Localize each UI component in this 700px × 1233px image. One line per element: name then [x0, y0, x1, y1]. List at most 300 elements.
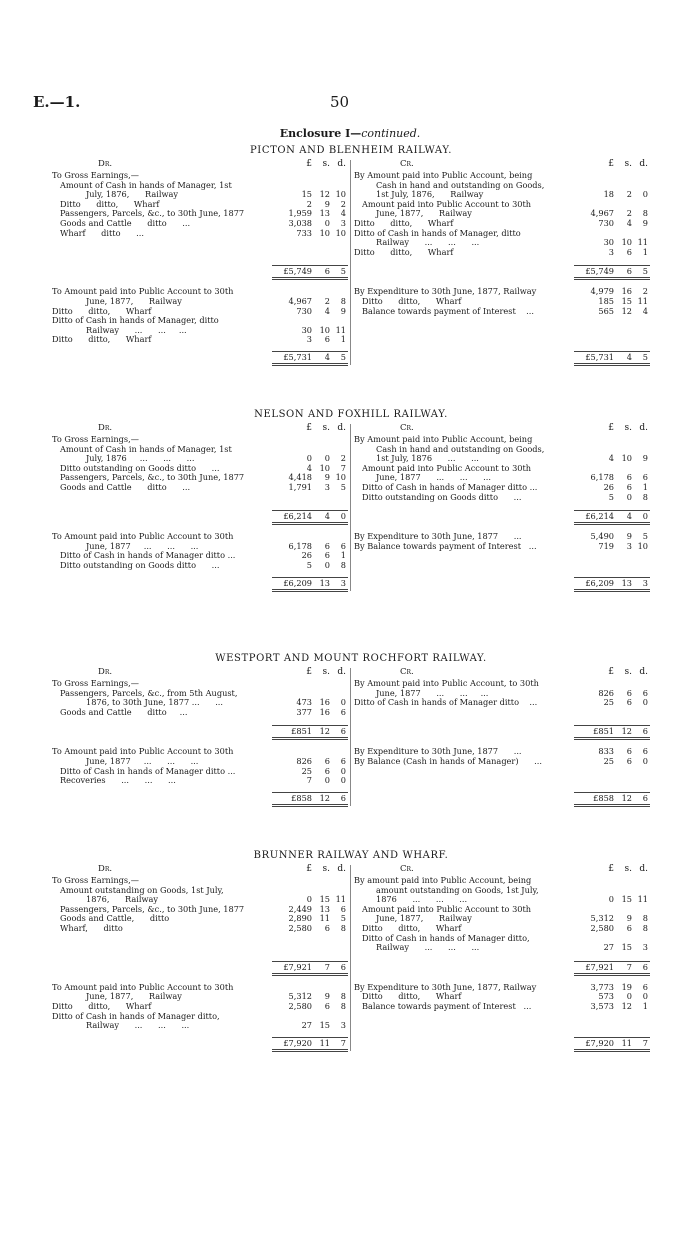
credit-column-header — [354, 865, 650, 876]
debit-entry-amount-s: 6 — [324, 765, 330, 776]
credit-entry-amount-s: 15 — [621, 295, 632, 306]
debit-entry-amount-d: 8 — [340, 295, 346, 306]
debit-entry-label: June, 1877, Railway — [86, 296, 182, 306]
debit-entry-row — [52, 551, 348, 561]
debit-entry-label: Goods and Cattle ditto ... — [60, 707, 188, 717]
credit-entry-amount-p: 0 — [608, 894, 614, 905]
debit-label: Dr. — [98, 159, 113, 169]
debit-entry-amount-s: 16 — [319, 697, 330, 708]
debit-column-header — [52, 160, 348, 171]
credit-top-total — [574, 510, 650, 525]
credit-bottom-total-amount-d: 5 — [642, 352, 648, 362]
credit-entry-label: June, 1877, Railway — [376, 914, 472, 924]
debit-top-total — [272, 510, 348, 525]
debit-entry-amount-s: 2 — [324, 295, 330, 306]
debit-entry-label: Passengers, Parcels, &c., to 30th June, 1877 — [60, 209, 245, 219]
credit-entry-amount-p: 833 — [598, 746, 614, 757]
credit-top-total — [574, 265, 650, 280]
debit-entry-row — [52, 445, 348, 455]
credit-entry-label: Ditto ditto, Wharf — [354, 247, 454, 257]
credit-entry-amount-s: 12 — [621, 305, 632, 316]
debit-entry-label: June, 1877, Railway — [86, 992, 182, 1002]
credit-column-header — [354, 668, 650, 679]
debit-entry-label: Goods and Cattle ditto ... — [60, 218, 191, 228]
credit-entry-label: 1st July, 1876, Railway — [376, 190, 484, 200]
debit-entry-amount-d: 6 — [340, 706, 346, 717]
credit-entry-amount-p: 4,979 — [590, 286, 614, 297]
debit-bottom-total-amount-p: £858 — [291, 792, 312, 803]
debit-top-total-amount-p: £6,214 — [283, 511, 312, 522]
credit-entry-amount-d: 8 — [642, 913, 648, 924]
debit-entry-row — [52, 307, 348, 317]
debit-entry-amount-p: 730 — [296, 305, 312, 316]
credit-entry-label: By Amount paid into Public Account, being — [354, 435, 533, 444]
debit-entry-label: Goods and Cattle, ditto — [60, 914, 170, 924]
section-title: BRUNNER RAILWAY AND WHARF. — [253, 850, 449, 861]
credit-entry-row — [354, 435, 650, 445]
debit-column-lower — [52, 532, 348, 570]
debit-entry-row — [52, 561, 348, 571]
debit-entry-label: Railway ... ... ... — [86, 325, 187, 335]
currency-header-p: £ — [306, 864, 312, 874]
debit-entry-label: Passengers, Parcels, &c., from 5th August, — [60, 688, 238, 698]
credit-entry-amount-d: 0 — [642, 189, 648, 200]
credit-entry-amount-s: 10 — [621, 453, 632, 464]
credit-entry-amount-p: 25 — [603, 755, 614, 766]
debit-entry-label: June, 1877 ... ... ... — [86, 756, 199, 766]
debit-entry-amount-p: 4,967 — [288, 295, 312, 306]
currency-header — [576, 668, 650, 679]
credit-bottom-total — [574, 577, 650, 592]
credit-entry-amount-p: 27 — [603, 942, 614, 953]
currency-header — [274, 424, 348, 435]
credit-entry-amount-d: 0 — [642, 697, 648, 708]
debit-entry-label: Ditto of Cash in hands of Manager, ditto — [52, 316, 219, 326]
debit-entry-amount-d: 1 — [340, 334, 346, 345]
debit-entry-label: Ditto ditto, Wharf — [52, 1001, 152, 1011]
debit-entry-label: To Gross Earnings,— — [52, 876, 139, 885]
credit-entry-label: Railway ... ... ... — [376, 238, 480, 248]
debit-entry-row — [52, 776, 348, 786]
debit-entry-label: To Gross Earnings,— — [52, 679, 139, 688]
credit-entry-label: Ditto ditto, Wharf — [354, 218, 454, 228]
credit-entry-amount-d: 11 — [637, 237, 648, 248]
credit-entry-amount-p: 730 — [598, 217, 614, 228]
debit-entry-row — [52, 326, 348, 336]
debit-entry-label: July, 1876 ... ... ... — [86, 454, 195, 464]
credit-entry-row — [354, 454, 650, 464]
credit-entry-row — [354, 248, 650, 258]
currency-header-p: £ — [306, 159, 312, 169]
debit-bottom-total-amount-d: 3 — [340, 577, 346, 588]
currency-header-s: s. — [322, 667, 330, 677]
credit-entry-row — [354, 171, 650, 181]
debit-bottom-total-amount-s: 12 — [319, 792, 330, 803]
debit-entry-amount-s: 9 — [324, 198, 330, 209]
credit-column-lower — [354, 747, 650, 766]
credit-entry-row — [354, 876, 650, 886]
debit-entry-amount-d: 5 — [340, 481, 346, 492]
credit-entry-amount-p: 18 — [603, 189, 614, 200]
debit-column-header — [52, 865, 348, 876]
debit-entry-amount-p: 25 — [301, 765, 312, 776]
debit-top-total-amount-d: 6 — [340, 726, 346, 737]
debit-label: Dr. — [98, 667, 113, 677]
currency-header-d: d. — [337, 159, 346, 169]
debit-entry-amount-d: 6 — [340, 540, 346, 551]
debit-entry-amount-s: 0 — [324, 217, 330, 228]
currency-header-p: £ — [306, 667, 312, 677]
currency-header — [576, 160, 650, 171]
credit-entry-amount-s: 10 — [621, 237, 632, 248]
debit-entry-label: Wharf ditto ... — [60, 228, 144, 238]
credit-entry-amount-s: 6 — [626, 755, 632, 766]
debit-top-total-amount-d: 0 — [340, 511, 346, 522]
credit-entry-amount-d: 6 — [642, 981, 648, 992]
credit-entry-amount-d: 8 — [642, 208, 648, 219]
credit-column-lower — [354, 532, 650, 551]
currency-header-d: d. — [337, 667, 346, 677]
debit-entry-label: July, 1876, Railway — [86, 190, 178, 200]
debit-entry-amount-d: 6 — [340, 903, 346, 914]
debit-entry-amount-s: 10 — [319, 324, 330, 335]
currency-header-s: s. — [624, 159, 632, 169]
debit-entry-amount-p: 4,418 — [288, 472, 312, 483]
debit-entry-amount-s: 15 — [319, 1020, 330, 1031]
debit-entry-row — [52, 229, 348, 239]
debit-entry-amount-d: 4 — [340, 208, 346, 219]
debit-bottom-total-amount-p: £7,920 — [283, 1037, 312, 1048]
debit-entry-label: June, 1877 ... ... ... — [86, 541, 199, 551]
credit-entry-amount-d: 8 — [642, 922, 648, 933]
credit-entry-amount-d: 9 — [642, 217, 648, 228]
currency-header-s: s. — [624, 423, 632, 433]
credit-column-lower — [354, 983, 650, 1012]
debit-entry-row — [52, 335, 348, 345]
debit-bottom-total-amount-s: 13 — [319, 577, 330, 588]
credit-bottom-total — [574, 792, 650, 807]
credit-top-total-amount-d: 5 — [642, 266, 648, 277]
credit-bottom-total — [574, 1037, 650, 1052]
credit-entry-label: June, 1877 ... ... ... — [376, 688, 489, 698]
credit-top-total-amount-d: 6 — [642, 726, 648, 737]
debit-column-header — [52, 424, 348, 435]
credit-entry-amount-d: 8 — [642, 491, 648, 502]
currency-header-d: d. — [337, 423, 346, 433]
credit-entry-label: By Balance towards payment of Interest ... — [354, 541, 537, 551]
debit-entry-amount-d: 10 — [335, 227, 346, 238]
credit-entry-label: Ditto of Cash in hands of Manager ditto ... — [354, 698, 538, 708]
debit-entry-amount-p: 1,791 — [288, 481, 312, 492]
credit-entry-label: Ditto ditto, Wharf — [362, 296, 462, 306]
credit-entry-amount-p: 826 — [598, 687, 614, 698]
credit-entry-amount-s: 19 — [621, 981, 632, 992]
debit-entry-row — [52, 435, 348, 445]
debit-entry-amount-p: 0 — [306, 894, 312, 905]
debit-entry-amount-s: 6 — [324, 755, 330, 766]
debit-entry-amount-p: 2,449 — [288, 903, 312, 914]
debit-column-lower — [52, 983, 348, 1031]
enclosure-continued: continued. — [361, 127, 421, 140]
enclosure-heading — [0, 127, 700, 140]
currency-header — [274, 160, 348, 171]
debit-entry-label: To Amount paid into Public Account to 30th — [52, 532, 234, 542]
credit-entry-amount-p: 4 — [608, 453, 614, 464]
credit-entry-amount-p: 5,312 — [590, 913, 614, 924]
credit-entry-row — [354, 238, 650, 248]
debit-entry-amount-d: 0 — [340, 765, 346, 776]
credit-entry-amount-d: 5 — [642, 531, 648, 542]
debit-entry-label: To Gross Earnings,— — [52, 435, 139, 444]
credit-entry-amount-s: 9 — [626, 913, 632, 924]
debit-entry-amount-p: 6,178 — [288, 540, 312, 551]
credit-label: Cr. — [400, 423, 414, 433]
credit-top-total — [574, 961, 650, 976]
credit-label: Cr. — [400, 864, 414, 874]
currency-header-d: d. — [639, 864, 648, 874]
debit-entry-amount-p: 473 — [296, 697, 312, 708]
debit-entry-row — [52, 483, 348, 493]
debit-entry-amount-p: 3,038 — [288, 217, 312, 228]
debit-bottom-total-amount-s: 11 — [319, 1037, 330, 1048]
debit-column — [52, 865, 348, 934]
debit-entry-amount-d: 11 — [335, 324, 346, 335]
debit-entry-row — [52, 876, 348, 886]
credit-bottom-total-amount-p: £7,920 — [585, 1037, 614, 1048]
credit-entry-amount-d: 0 — [642, 755, 648, 766]
credit-entry-amount-d: 9 — [642, 453, 648, 464]
debit-entry-label: To Amount paid into Public Account to 30th — [52, 982, 234, 992]
debit-entry-label: Ditto ditto, Wharf — [60, 199, 160, 209]
credit-entry-amount-d: 3 — [642, 942, 648, 953]
debit-entry-amount-d: 6 — [340, 755, 346, 766]
credit-entry-label: Balance towards payment of Interest ... — [362, 306, 534, 316]
debit-entry-amount-p: 2,890 — [288, 913, 312, 924]
credit-column-header — [354, 424, 650, 435]
credit-top-total-amount-p: £5,749 — [585, 266, 614, 277]
debit-entry-amount-p: 2,580 — [288, 922, 312, 933]
credit-entry-label: By Expenditure to 30th June, 1877 ... — [354, 532, 522, 542]
debit-entry-label: To Amount paid into Public Account to 30th — [52, 747, 234, 757]
credit-entry-label: amount outstanding on Goods, 1st July, — [376, 885, 539, 895]
credit-column — [354, 160, 650, 257]
debit-entry-amount-d: 11 — [335, 894, 346, 905]
debit-entry-label: Ditto ditto, Wharf — [52, 335, 152, 345]
credit-entry-amount-s: 12 — [621, 1000, 632, 1011]
credit-entry-amount-s: 0 — [626, 991, 632, 1002]
debit-entry-label: Wharf, ditto — [60, 923, 123, 933]
credit-label: Cr. — [400, 667, 414, 677]
credit-bottom-total-amount-s: 13 — [621, 577, 632, 588]
debit-entry-amount-s: 0 — [324, 775, 330, 786]
credit-top-total-amount-p: £6,214 — [585, 511, 614, 522]
currency-header-s: s. — [322, 423, 330, 433]
credit-entry-amount-d: 1 — [642, 481, 648, 492]
credit-entry-amount-p: 573 — [598, 991, 614, 1002]
credit-entry-amount-d: 1 — [642, 246, 648, 257]
debit-bottom-total-amount-s: 4 — [324, 352, 330, 362]
credit-top-total-amount-s: 4 — [626, 511, 632, 522]
debit-entry-amount-d: 10 — [335, 472, 346, 483]
debit-entry-row — [52, 190, 348, 200]
credit-entry-amount-d: 11 — [637, 894, 648, 905]
credit-entry-amount-s: 6 — [626, 687, 632, 698]
debit-entry-label: Ditto outstanding on Goods ditto ... — [60, 560, 220, 570]
debit-entry-amount-p: 0 — [306, 453, 312, 464]
column-divider — [350, 668, 351, 806]
credit-entry-amount-p: 185 — [598, 295, 614, 306]
debit-entry-amount-p: 5,312 — [288, 991, 312, 1002]
credit-entry-label: Ditto of Cash in hands of Manager ditto, — [362, 933, 530, 943]
debit-entry-amount-d: 5 — [340, 913, 346, 924]
credit-entry-amount-d: 6 — [642, 687, 648, 698]
page-number: 50 — [330, 93, 350, 111]
debit-column — [52, 668, 348, 717]
debit-entry-amount-d: 3 — [340, 1020, 346, 1031]
credit-top-total-amount-p: £851 — [593, 726, 614, 737]
debit-entry-amount-s: 11 — [319, 913, 330, 924]
currency-header-p: £ — [608, 159, 614, 169]
debit-entry-row — [52, 454, 348, 464]
debit-entry-row — [52, 171, 348, 181]
debit-entry-amount-s: 6 — [324, 550, 330, 561]
debit-entry-amount-s: 4 — [324, 305, 330, 316]
credit-entry-amount-d: 2 — [642, 286, 648, 297]
debit-entry-amount-d: 7 — [340, 462, 346, 473]
debit-entry-row — [52, 767, 348, 777]
credit-top-total-amount-s: 7 — [626, 961, 632, 972]
credit-entry-row — [354, 483, 650, 493]
debit-entry-amount-d: 10 — [335, 189, 346, 200]
credit-entry-amount-p: 6,178 — [590, 472, 614, 483]
credit-top-total-amount-s: 6 — [626, 266, 632, 277]
debit-entry-amount-d: 8 — [340, 991, 346, 1002]
currency-header-d: d. — [639, 159, 648, 169]
debit-entry-amount-d: 8 — [340, 1000, 346, 1011]
credit-bottom-total-amount-s: 4 — [626, 352, 632, 362]
credit-entry-row — [354, 1002, 650, 1012]
credit-top-total-amount-p: £7,921 — [585, 961, 614, 972]
credit-column — [354, 865, 650, 953]
credit-entry-label: June, 1877 ... ... ... — [376, 473, 491, 483]
debit-entry-amount-p: 5 — [306, 559, 312, 570]
credit-entry-label: Ditto ditto, Wharf — [362, 923, 462, 933]
credit-column-header — [354, 160, 650, 171]
debit-entry-label: Amount outstanding on Goods, 1st July, — [60, 885, 224, 895]
credit-bottom-total-amount-d: 3 — [642, 577, 648, 588]
debit-entry-amount-p: 30 — [301, 324, 312, 335]
currency-header-d: d. — [639, 423, 648, 433]
debit-entry-amount-d: 0 — [340, 775, 346, 786]
debit-entry-label: 1876, to 30th June, 1877 ... ... — [86, 698, 223, 708]
debit-entry-label: Ditto of Cash in hands of Manager ditto ... — [60, 766, 236, 776]
debit-entry-amount-s: 12 — [319, 189, 330, 200]
debit-column-lower — [52, 287, 348, 345]
debit-label: Dr. — [98, 864, 113, 874]
credit-column-lower — [354, 287, 650, 316]
credit-entry-row — [354, 757, 650, 767]
credit-entry-label: June, 1877, Railway — [376, 209, 472, 219]
debit-entry-amount-s: 6 — [324, 922, 330, 933]
debit-bottom-total — [272, 577, 348, 592]
credit-entry-amount-p: 5 — [608, 491, 614, 502]
credit-entry-label: Ditto ditto, Wharf — [362, 992, 462, 1002]
debit-entry-row — [52, 679, 348, 689]
credit-bottom-total-amount-d: 7 — [642, 1037, 648, 1048]
debit-entry-label: Railway ... ... ... — [86, 1021, 190, 1031]
credit-top-total-amount-s: 12 — [621, 726, 632, 737]
debit-entry-amount-d: 8 — [340, 922, 346, 933]
debit-entry-amount-s: 0 — [324, 559, 330, 570]
currency-header-s: s. — [322, 864, 330, 874]
credit-label: Cr. — [400, 159, 414, 169]
credit-entry-label: Cash in hand and outstanding on Goods, — [376, 444, 545, 454]
debit-top-total-amount-s: 7 — [324, 961, 330, 972]
section-title: PICTON AND BLENHEIM RAILWAY. — [249, 145, 453, 156]
debit-entry-label: Recoveries ... ... ... — [60, 776, 176, 786]
debit-entry-amount-p: 26 — [301, 550, 312, 561]
debit-top-total — [272, 265, 348, 280]
debit-top-total-amount-s: 6 — [324, 266, 330, 277]
credit-entry-amount-s: 9 — [626, 531, 632, 542]
credit-entry-row — [354, 493, 650, 503]
credit-bottom-total-amount-s: 11 — [621, 1037, 632, 1048]
debit-entry-amount-p: 2,580 — [288, 1000, 312, 1011]
credit-entry-label: Amount paid into Public Account to 30th — [362, 463, 532, 473]
credit-entry-label: Railway ... ... ... — [376, 943, 480, 953]
credit-entry-amount-s: 4 — [626, 217, 632, 228]
debit-bottom-total — [272, 1037, 348, 1052]
credit-entry-label: 1st July, 1876 ... ... — [376, 454, 479, 464]
credit-entry-row — [354, 924, 650, 934]
credit-entry-amount-d: 0 — [642, 991, 648, 1002]
credit-entry-amount-s: 16 — [621, 286, 632, 297]
debit-column — [52, 424, 348, 493]
debit-top-total-amount-d: 6 — [340, 961, 346, 972]
credit-entry-label: 1876 ... ... ... — [376, 895, 468, 905]
credit-entry-label: By Expenditure to 30th June, 1877, Railway — [354, 982, 537, 992]
section-title: NELSON AND FOXHILL RAILWAY. — [254, 409, 448, 420]
currency-header — [274, 865, 348, 876]
currency-header-s: s. — [322, 159, 330, 169]
credit-entry-amount-s: 6 — [626, 922, 632, 933]
credit-entry-amount-s: 6 — [626, 697, 632, 708]
credit-entry-amount-s: 6 — [626, 246, 632, 257]
debit-entry-amount-s: 13 — [319, 903, 330, 914]
credit-entry-label: Amount paid into Public Account to 30th — [362, 199, 532, 209]
debit-entry-amount-d: 0 — [340, 697, 346, 708]
debit-entry-label: To Amount paid into Public Account to 30th — [52, 287, 234, 297]
debit-entry-label: Amount of Cash in hands of Manager, 1st — [60, 444, 232, 454]
debit-entry-amount-d: 2 — [340, 453, 346, 464]
debit-entry-row — [52, 886, 348, 896]
debit-entry-amount-s: 6 — [324, 1000, 330, 1011]
debit-bottom-total-amount-d: 5 — [340, 352, 346, 362]
currency-header-s: s. — [624, 864, 632, 874]
credit-entry-amount-s: 6 — [626, 746, 632, 757]
credit-entry-amount-p: 2,580 — [590, 922, 614, 933]
credit-entry-amount-d: 6 — [642, 746, 648, 757]
credit-entry-row — [354, 445, 650, 455]
credit-bottom-total-amount-d: 6 — [642, 792, 648, 803]
debit-entry-amount-p: 27 — [301, 1020, 312, 1031]
credit-entry-amount-s: 0 — [626, 491, 632, 502]
debit-top-total-amount-s: 12 — [319, 726, 330, 737]
credit-entry-row — [354, 886, 650, 896]
debit-entry-label: Ditto of Cash in hands of Manager ditto, — [52, 1011, 220, 1021]
credit-entry-row — [354, 698, 650, 708]
credit-entry-amount-s: 2 — [626, 208, 632, 219]
